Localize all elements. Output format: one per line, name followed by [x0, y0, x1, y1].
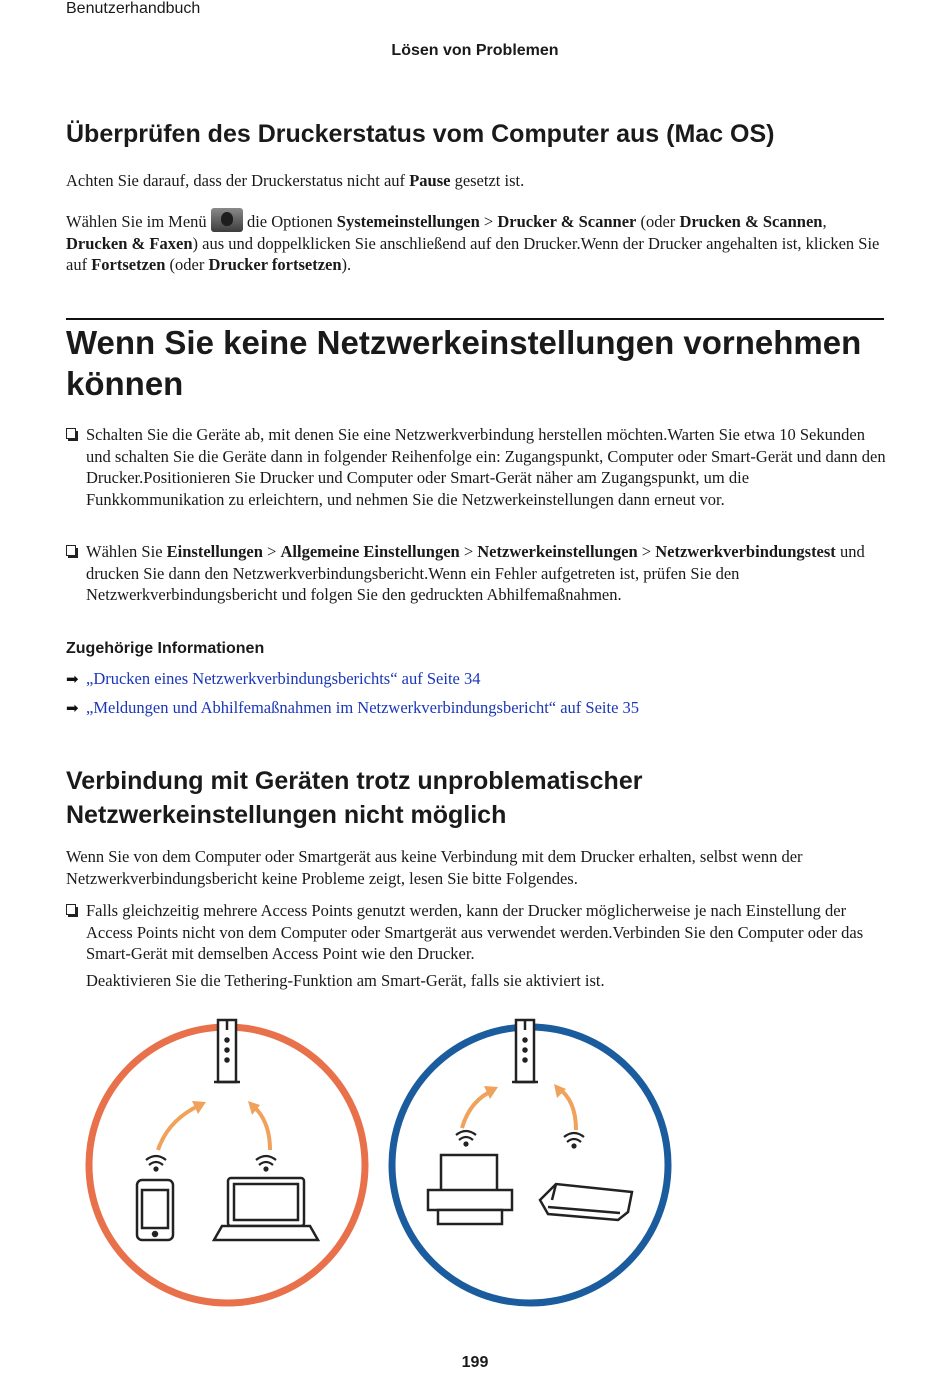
printer-icon — [428, 1155, 512, 1224]
related-link-messages-remedies[interactable]: ➡ „Meldungen und Abhilfemaßnahmen im Netzwerkverbindungsbericht“ auf Seite 35 — [66, 698, 640, 717]
signal-arrow-icon — [158, 1101, 270, 1150]
laptop-icon — [214, 1178, 318, 1240]
arrow-right-icon: ➡ — [66, 699, 79, 717]
access-point-icon — [512, 1020, 538, 1082]
list-item-text: Falls gleichzeitig mehrere Access Points genutzt werden, kann der Drucker möglicherweise je nach Einstellung der Access Points nicht von dem Computer oder Smartgerät aus verwendet werden.Verbinden Sie den Computer oder das Smart-Gerät mit demselben Access Point wie den Drucker. — [86, 901, 864, 963]
list-item-text: Wählen Sie Einstellungen > Allgemeine Einstellungen > Netzwerkeinstellungen > Netzwerkverbindungstest und drucken Sie dann den Netzwerkverbindungsbericht.Wenn ein Fehler aufgetreten ist, prüfen Sie den Netzwerkverbindungsbericht und folgen Sie den gedruckten Abhilfemaßnahmen. — [86, 542, 865, 604]
page-number: 199 — [461, 1354, 489, 1371]
arrow-right-icon: ➡ — [66, 670, 79, 688]
tethering-note: Deaktivieren Sie die Tethering-Funktion am Smart-Gerät, falls sie aktiviert ist. — [86, 971, 605, 990]
section-network-settings-heading: Wenn Sie keine Netzwerkeinstellungen vornehmen können — [66, 324, 862, 402]
scanner-icon — [540, 1184, 632, 1220]
printer-menu-paragraph: Wählen Sie im Menü die Optionen Systemeinstellungen > Drucker & Scanner (oder Drucken & Scannen, Drucken & Faxen) aus und doppelklicken Sie anschließend auf den Drucker.Wenn der Drucker angehalten ist, klicken Sie auf Fortsetzen (oder Drucker fortsetzen). — [66, 208, 886, 276]
section-mac-status-heading: Überprüfen des Druckerstatus vom Computer aus (Mac OS) — [66, 120, 775, 148]
smartphone-icon — [137, 1180, 173, 1240]
list-item-text: Schalten Sie die Geräte ab, mit denen Sie eine Netzwerkverbindung herstellen möchten.Warten Sie etwa 10 Sekunden und schalten Sie die Geräte dann in folgender Reihenfolge ein: Zugangspunkt, Computer oder Smart-Gerät und dann den Drucker.Positionieren Sie Drucker und Computer oder Smart-Gerät näher am Zugangspunkt, um die Funkkommunikation zu erleichtern, und nehmen Sie die Netzwerkeinstellungen dann erneut vor. — [86, 425, 886, 509]
related-info-heading: Zugehörige Informationen — [66, 640, 265, 657]
related-link-network-report[interactable]: ➡ „Drucken eines Netzwerkverbindungsberichts“ auf Seite 34 — [66, 669, 481, 688]
manual-title: Benutzerhandbuch — [66, 0, 201, 17]
section-connection-heading: Verbindung mit Geräten trotz unproblematischer Netzwerkeinstellungen nicht möglich — [66, 767, 643, 829]
signal-arrow-icon — [462, 1084, 576, 1130]
connection-intro-paragraph: Wenn Sie von dem Computer oder Smartgerät aus keine Verbindung mit dem Drucker erhalten, selbst wenn der Netzwerkverbindungsbericht keine Probleme zeigt, lesen Sie bitte Folgendes. — [66, 847, 803, 888]
pause-paragraph: Achten Sie darauf, dass der Druckerstatus nicht auf Pause gesetzt ist. — [66, 171, 525, 190]
access-point-icon — [214, 1020, 240, 1082]
chapter-title: Lösen von Problemen — [391, 42, 559, 59]
